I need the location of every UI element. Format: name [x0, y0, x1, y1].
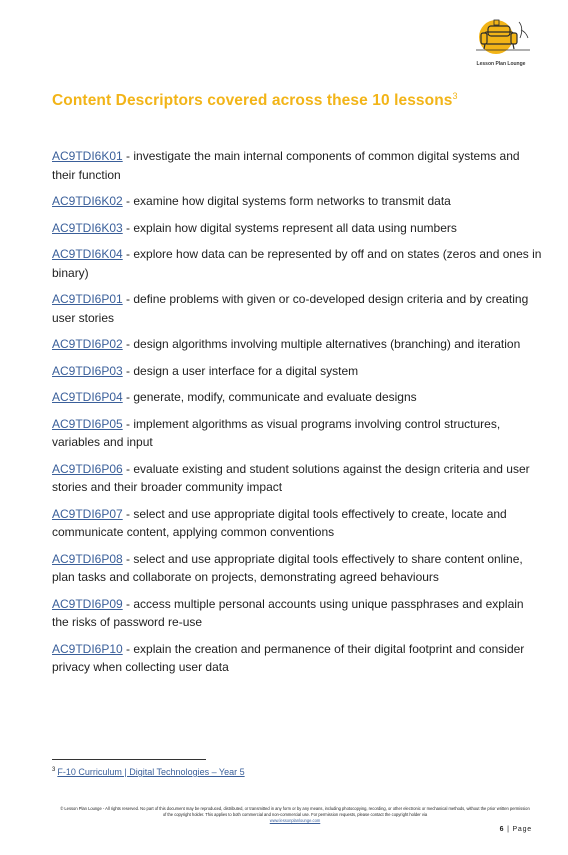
footnote	[52, 767, 245, 777]
descriptor-item	[52, 362, 542, 381]
heading-text: Content Descriptors covered across these 10 lessons	[52, 92, 453, 109]
footnote-divider	[52, 759, 206, 760]
descriptor-code-link[interactable]: AC9TDI6K03	[52, 220, 123, 235]
descriptor-code-link[interactable]: AC9TDI6P10	[52, 641, 123, 656]
descriptor-code-link[interactable]: AC9TDI6P05	[52, 416, 123, 431]
logo-text: Lesson Plan Lounge	[476, 61, 526, 67]
descriptor-text: - explain the creation and permanence of their digital footprint and consider privacy when collecting user data	[52, 641, 525, 674]
descriptor-item	[52, 388, 542, 407]
copyright-text: © Lesson Plan Lounge - All rights reserved. No part of this document may be reproduced, distributed, or transmitted in any form or by any means, including photocopying, recording, or other electronic or mechanical methods, without the prior written permission of the copyright holder. This applies to both commercial and non-commercial use. For permission requests, please contact the copyright holder via	[60, 806, 530, 817]
descriptor-item	[52, 505, 542, 542]
descriptor-item	[52, 290, 542, 327]
descriptor-text: - explain how digital systems represent all data using numbers	[122, 220, 457, 235]
descriptor-code-link[interactable]: AC9TDI6K04	[52, 247, 123, 261]
descriptor-code-link[interactable]: AC9TDI6P04	[52, 390, 123, 404]
page-number-value: 6	[499, 826, 505, 833]
descriptor-code-link[interactable]: AC9TDI6P08	[52, 551, 123, 566]
descriptor-code-link[interactable]: AC9TDI6P01	[52, 292, 123, 306]
descriptor-code-link[interactable]: AC9TDI6K02	[52, 194, 123, 208]
descriptor-item	[52, 245, 542, 282]
footnote-mark: 3	[52, 767, 56, 773]
descriptor-code-link[interactable]: AC9TDI6K01	[52, 149, 123, 163]
content-descriptor-list	[52, 147, 542, 685]
descriptor-code-link[interactable]: AC9TDI6P09	[52, 596, 123, 611]
descriptor-item	[52, 460, 542, 497]
footnote-link[interactable]: F-10 Curriculum | Digital Technologies – Year 5	[57, 767, 245, 777]
heading-footnote-mark[interactable]: 3	[452, 91, 458, 101]
descriptor-item	[52, 192, 542, 211]
descriptor-text: - select and use appropriate digital tools effectively to create, locate and communicate content, applying common conventions	[52, 506, 507, 539]
descriptor-code-link[interactable]: AC9TDI6P02	[52, 337, 123, 351]
descriptor-text: - investigate the main internal components of common digital systems and their function	[52, 149, 520, 182]
descriptor-code-link[interactable]: AC9TDI6P07	[52, 506, 123, 521]
descriptor-item	[52, 415, 542, 452]
copyright-notice	[58, 806, 532, 824]
descriptor-item	[52, 550, 542, 587]
lesson-plan-lounge-logo	[466, 18, 536, 72]
page-number	[500, 826, 532, 833]
descriptor-code-link[interactable]: AC9TDI6P03	[52, 363, 123, 378]
descriptor-text: - evaluate existing and student solutions against the design criteria and user stories and their broader community impact	[52, 461, 530, 494]
descriptor-item	[52, 335, 542, 354]
descriptor-text: - design a user interface for a digital system	[122, 363, 359, 378]
descriptor-text: - explore how data can be represented by off and on states (zeros and ones in binary)	[52, 247, 542, 280]
section-heading	[52, 91, 458, 110]
descriptor-text: - design algorithms involving multiple alternatives (branching) and iteration	[122, 337, 521, 351]
descriptor-text: - access multiple personal accounts using unique passphrases and explain the risks of password re-use	[52, 596, 524, 629]
page-label: Page	[512, 826, 532, 833]
descriptor-text: - generate, modify, communicate and evaluate designs	[122, 390, 417, 404]
descriptor-text: - select and use appropriate digital tools effectively to share content online, plan tasks and collaborate on projects, demonstrating agreed behaviours	[52, 551, 523, 584]
descriptor-text: - define problems with given or co-developed design criteria and by creating user stories	[52, 292, 529, 325]
descriptor-item	[52, 595, 542, 632]
descriptor-item	[52, 640, 542, 677]
descriptor-code-link[interactable]: AC9TDI6P06	[52, 461, 123, 476]
descriptor-text: - implement algorithms as visual programs involving control structures, variables and input	[52, 416, 501, 449]
descriptor-text: - examine how digital systems form networks to transmit data	[122, 194, 451, 208]
lounge-chair-logo-icon	[466, 18, 536, 64]
page-separator: |	[504, 826, 513, 833]
descriptor-item	[52, 219, 542, 238]
website-link[interactable]: www.lessonplanlounge.com	[269, 818, 321, 823]
descriptor-item	[52, 147, 542, 184]
